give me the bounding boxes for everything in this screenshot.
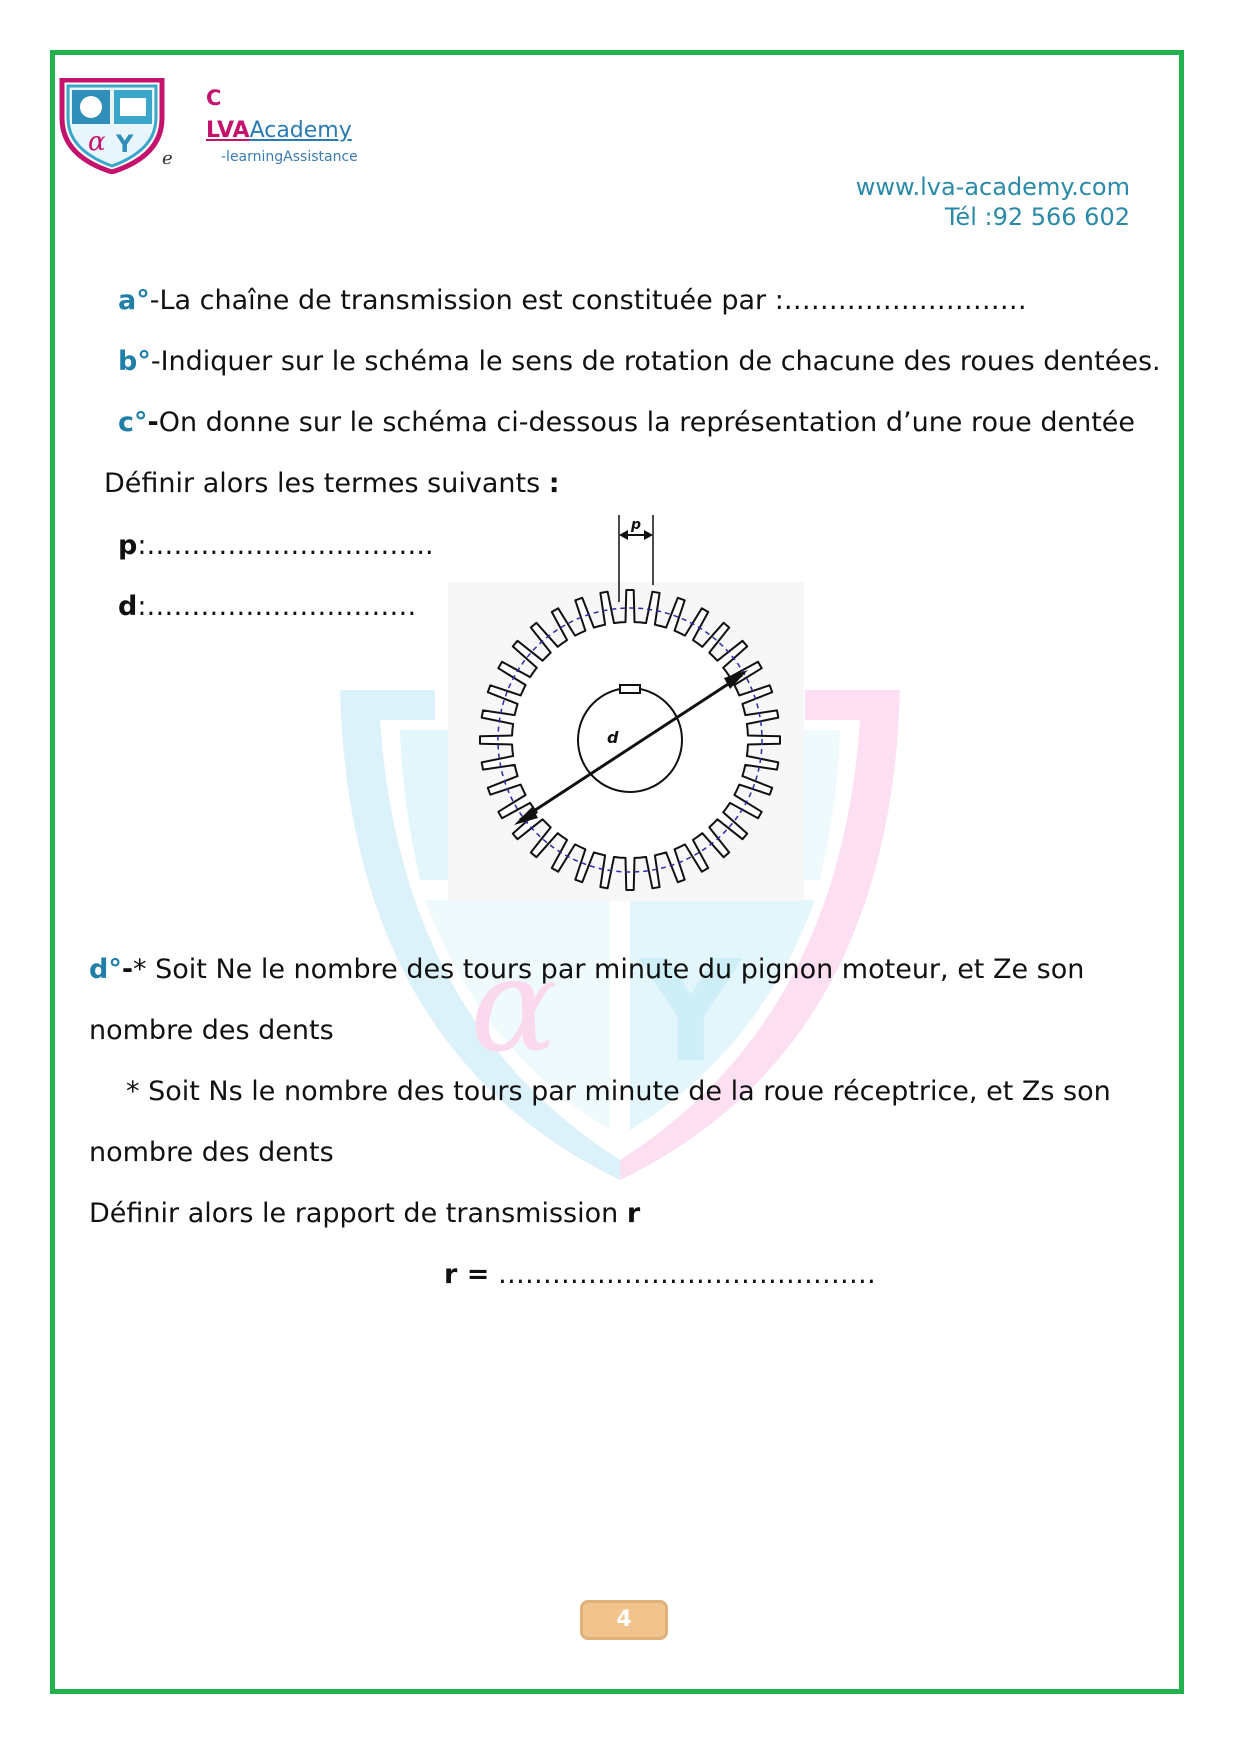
question-c-label: c° <box>118 407 148 438</box>
question-d-line2: nombre des dents <box>89 1015 334 1046</box>
field-d-dots[interactable]: :………………………… <box>137 591 417 622</box>
svg-text:α: α <box>88 127 106 157</box>
question-b <box>118 346 1161 377</box>
definir-termes <box>104 468 560 499</box>
brand-e: e <box>162 148 173 169</box>
lva-logo-icon <box>58 78 166 174</box>
brand-tagline: -learningAssistance <box>221 149 358 165</box>
question-d-line1 <box>89 954 1084 985</box>
question-a-label: a° <box>118 285 150 316</box>
question-d-label: d° <box>89 954 122 985</box>
question-c <box>118 407 1135 438</box>
field-d-label: d <box>118 591 138 622</box>
question-d-line5 <box>89 1198 640 1229</box>
field-p-dots[interactable]: :………………………….. <box>137 530 434 561</box>
field-d <box>118 591 416 622</box>
ratio-symbol: r <box>626 1198 641 1229</box>
svg-text:Y: Y <box>640 931 742 1094</box>
question-d-text1: * Soit Ne le nombre des tours par minute du pignon moteur, et Ze son <box>133 954 1085 985</box>
pitch-arrowhead-right <box>644 530 653 540</box>
formula-r: r = <box>444 1259 490 1290</box>
keyway <box>620 685 640 693</box>
gear-diagram <box>448 515 804 901</box>
svg-text:Y: Y <box>116 130 134 158</box>
formula-line <box>444 1259 876 1290</box>
question-c-text: On donne sur le schéma ci-dessous la représentation d’une roue dentée <box>158 407 1136 438</box>
page-number: 4 <box>580 1600 668 1640</box>
definir-termes-colon: : <box>548 468 560 499</box>
brand-letter: C <box>206 86 222 110</box>
brand-block <box>206 86 358 165</box>
gear-bore <box>578 688 682 792</box>
question-d-line4: nombre des dents <box>89 1137 334 1168</box>
formula-dots[interactable]: …………………………………… <box>489 1259 876 1290</box>
question-a <box>118 285 1027 316</box>
field-p-label: p <box>118 530 138 561</box>
question-c-dash: - <box>147 407 159 438</box>
diameter-label: d <box>607 728 619 747</box>
brand-academy: Academy <box>249 118 352 143</box>
contact-block <box>856 172 1130 232</box>
question-d-line3: * Soit Ns le nombre des tours par minute de la roue réceptrice, et Zs son <box>126 1076 1111 1107</box>
brand-name <box>206 118 358 143</box>
field-p <box>118 530 434 561</box>
pitch-arrowhead-left <box>619 530 628 540</box>
brand-lva: LVA <box>206 118 250 143</box>
website-link[interactable]: www.lva-academy.com <box>855 173 1130 201</box>
pitch-label: p <box>631 517 642 533</box>
question-d-text5: Définir alors le rapport de transmission <box>89 1198 627 1229</box>
question-a-text: -La chaîne de transmission est constituée par :……………………… <box>149 285 1027 316</box>
question-b-label: b° <box>118 346 151 377</box>
definir-termes-text: Définir alors les termes suivants <box>104 468 549 499</box>
question-d-dash: - <box>121 954 134 985</box>
phone-number: Tél :92 566 602 <box>944 203 1130 231</box>
question-b-text: -Indiquer sur le schéma le sens de rotation de chacune des roues dentées. <box>150 346 1161 377</box>
svg-text:α: α <box>470 929 558 1081</box>
